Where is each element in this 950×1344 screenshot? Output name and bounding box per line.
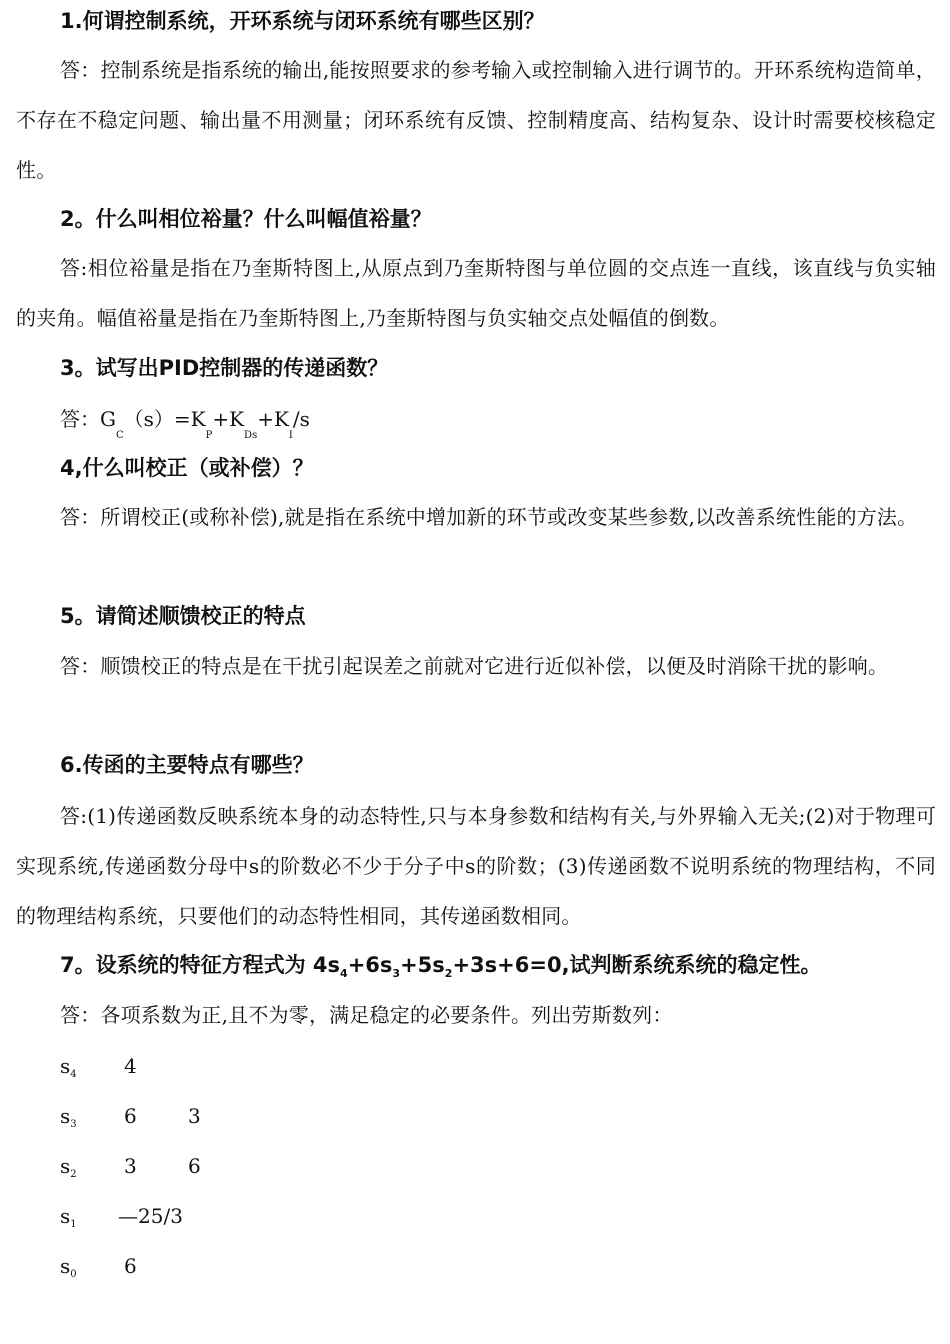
routh-symbol: $s_2$	[60, 1154, 77, 1180]
formula-plus-ki: +K	[257, 407, 289, 431]
answer-5: 答：顺馈校正的特点是在干扰引起误差之前就对它进行近似补偿，以便及时消除干扰的影响。	[60, 654, 889, 678]
routh-cell: 6	[124, 1104, 137, 1128]
routh-cell: 3	[188, 1104, 201, 1128]
formula-prefix: 答：	[60, 407, 100, 431]
formula-plus-kd: +K	[212, 407, 245, 431]
formula-ki-subscript: I	[288, 430, 293, 441]
formula-g-subscript: C	[115, 430, 124, 441]
routh-symbol: $s_3$	[60, 1104, 77, 1130]
answer-7: 答：各项系数为正,且不为零，满足稳定的必要条件。列出劳斯数列：	[60, 1003, 673, 1027]
routh-cell: 3	[124, 1154, 137, 1178]
routh-symbol: $s_1$	[60, 1204, 77, 1230]
question-1: 1.何谓控制系统，开环系统与闭环系统有哪些区别？	[60, 9, 545, 33]
question-7	[60, 950, 932, 984]
answer-4: 答：所谓校正(或称补偿),就是指在系统中增加新的环节或改变某些参数,以改善系统性能的方法。	[60, 505, 918, 529]
routh-cell: 6	[188, 1154, 201, 1178]
q7-power-2: 2	[444, 967, 453, 980]
formula-s-paren: （s）=K	[123, 407, 206, 431]
routh-symbol: $s_0$	[60, 1254, 77, 1280]
question-4: 4,什么叫校正（或补偿）？	[60, 456, 314, 480]
q7-text-suffix: +3s+6=0,试判断系统系统的稳定性。	[452, 953, 822, 977]
routh-cell: —25/3	[118, 1204, 183, 1228]
routh-symbol: $s_4$	[60, 1054, 77, 1080]
question-3: 3。试写出PID控制器的传递函数？	[60, 356, 389, 380]
question-2: 2。什么叫相位裕量？什么叫幅值裕量？	[60, 207, 432, 231]
pid-transfer-function	[60, 404, 310, 439]
formula-tail: /s	[292, 407, 310, 431]
routh-cell: 6	[124, 1254, 137, 1278]
q7-text-part1: +6s	[347, 953, 393, 977]
answer-2: 答:相位裕量是指在乃奎斯特图上,从原点到乃奎斯特图与单位圆的交点连一直线，该直线与负实轴的夹角。幅值裕量是指在乃奎斯特图上,乃奎斯特图与负实轴交点处幅值的倒数。	[16, 256, 936, 330]
q7-text-prefix: 7。设系统的特征方程式为 4s	[60, 953, 341, 977]
question-6: 6.传函的主要特点有哪些？	[60, 753, 314, 777]
q7-text-part2: +5s	[400, 953, 445, 977]
answer-6: 答:(1)传递函数反映系统本身的动态特性,只与本身参数和结构有关,与外界输入无关;(2)对于物理可实现系统,传递函数分母中s的阶数必不少于分子中s的阶数；(3)传递函数不说明系统的物理结构，不同的物理结构系统，只要他们的动态特性相同，其传递函数相同。	[16, 804, 936, 928]
formula-kp-subscript: P	[205, 430, 213, 441]
q7-power-3: 3	[392, 967, 401, 980]
routh-cell: 4	[124, 1054, 137, 1078]
question-5: 5。请简述顺馈校正的特点	[60, 604, 306, 628]
answer-1: 答：控制系统是指系统的输出,能按照要求的参考输入或控制输入进行调节的。开环系统构造简单，不存在不稳定问题、输出量不用测量；闭环系统有反馈、控制精度高、结构复杂、设计时需要校核稳定性。	[16, 58, 936, 182]
formula-g: G	[100, 407, 116, 431]
formula-kd-subscript: Ds	[244, 430, 258, 441]
q7-power-4: 4	[340, 967, 348, 980]
